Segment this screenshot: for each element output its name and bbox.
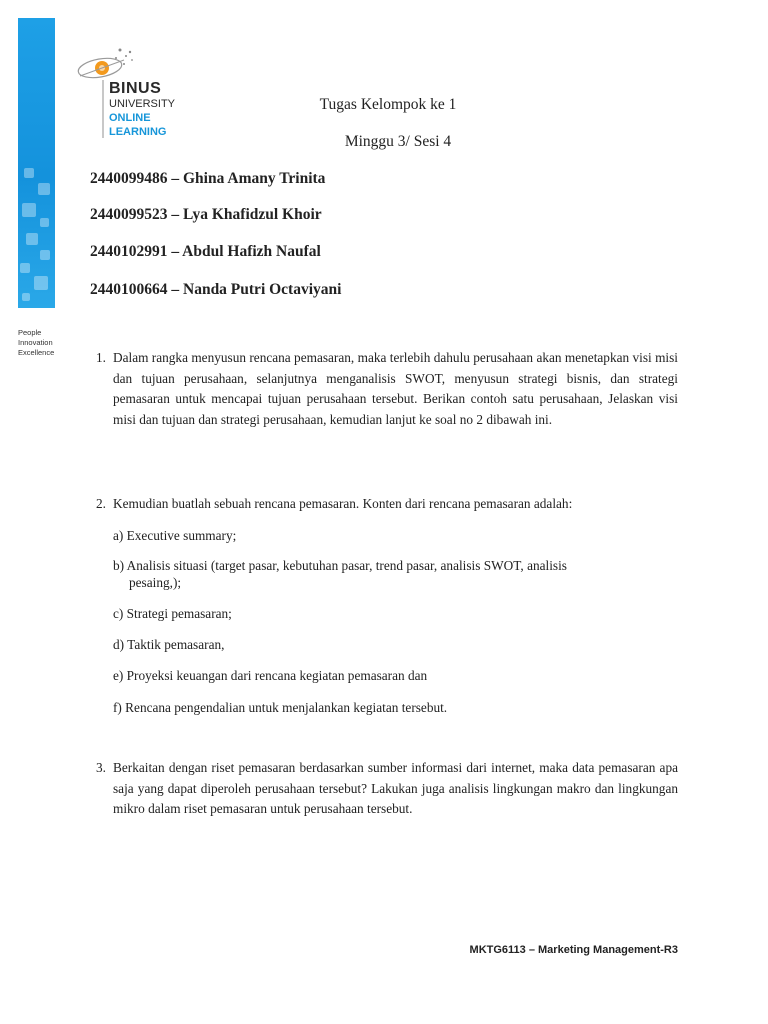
plan-item-text: a) Executive summary;: [113, 528, 237, 543]
plan-item: [113, 667, 673, 684]
member-name: Abdul Hafizh Naufal: [182, 243, 321, 260]
member-row: [90, 281, 341, 299]
question-item: [96, 758, 678, 820]
band-tile: [34, 276, 48, 290]
member-nim: 2440100664: [90, 281, 168, 298]
logo-line-learning: LEARNING: [109, 126, 167, 138]
tagline-line: Excellence: [18, 348, 55, 357]
member-separator: –: [171, 281, 180, 298]
band-tile: [24, 168, 34, 178]
logo-line-binus: BINUS: [109, 80, 162, 97]
side-tagline: [18, 328, 54, 358]
plan-item-text: b) Analisis situasi (target pasar, kebutuhan pasar, trend pasar, analisis SWOT, analisis: [113, 558, 567, 573]
session-title: [0, 133, 768, 151]
logo-line-online: ONLINE: [109, 112, 151, 124]
plan-item-continuation: pesaing,);: [129, 575, 182, 590]
band-tile: [38, 183, 50, 195]
question-number: 2.: [96, 496, 106, 511]
member-separator: –: [171, 206, 180, 223]
member-name: Ghina Amany Trinita: [183, 170, 326, 187]
member-separator: –: [171, 170, 180, 187]
session-title-text: Minggu 3/ Sesi 4: [344, 133, 452, 150]
member-nim: 2440102991: [90, 243, 168, 260]
question-number: 3.: [96, 760, 106, 775]
plan-item: [113, 557, 673, 591]
question-item: [96, 494, 678, 515]
member-name: Nanda Putri Octaviyani: [183, 281, 342, 298]
member-nim: 2440099523: [90, 206, 168, 223]
band-tile: [26, 233, 38, 245]
tagline-line: People: [18, 328, 42, 337]
question-text: Berkaitan dengan riset pemasaran berdasarkan sumber informasi dari internet, maka data pemasaran apa saja yang dapat diperoleh perusahaan tersebut? Lakukan juga analisis lingkungan makro dan lingkungan mikro dalam riset pemasaran untuk perusahaan tersebut.: [113, 760, 678, 817]
question-text: Dalam rangka menyusun rencana pemasaran, maka terlebih dahulu perusahaan akan menetapkan visi misi dan tujuan perusahaan, selanjutnya menganalisis SWOT, menyusun strategi bisnis, dan strategi pemasaran untuk mencapai tujuan perusahaan tersebut. Berikan contoh satu perusahaan, Jelaskan visi misi dan tujuan dan strategi perusahaan, kemudian lanjut ke soal no 2 dibawah ini.: [113, 350, 678, 427]
band-tile: [22, 293, 30, 301]
member-nim: 2440099486: [90, 170, 168, 187]
question-text: Kemudian buatlah sebuah rencana pemasaran. Konten dari rencana pemasaran adalah:: [113, 496, 573, 511]
plan-item: [113, 527, 673, 544]
band-tile: [22, 203, 36, 217]
member-row: [90, 170, 325, 188]
plan-item-text: f) Rencana pengendalian untuk menjalankan kegiatan tersebut.: [113, 700, 448, 715]
plan-item: [113, 699, 673, 716]
tagline-line: Innovation: [18, 338, 53, 347]
plan-item: [113, 605, 673, 622]
band-tile: [40, 218, 49, 227]
question-number: 1.: [96, 350, 106, 365]
plan-item: [113, 636, 673, 653]
assignment-title: [0, 96, 768, 114]
plan-item-text: c) Strategi pemasaran;: [113, 606, 232, 621]
assignment-title-text: Tugas Kelompok ke 1: [319, 96, 457, 113]
member-name: Lya Khafidzul Khoir: [183, 206, 322, 223]
side-decoration-band: [18, 18, 55, 308]
member-separator: –: [171, 243, 180, 260]
plan-item-text: d) Taktik pemasaran,: [113, 637, 225, 652]
course-footer: MKTG6113 – Marketing Management-R3: [469, 944, 678, 956]
member-row: [90, 243, 321, 261]
member-row: [90, 206, 322, 224]
band-tile: [40, 250, 50, 260]
question-item: [96, 348, 678, 430]
logo-line-university: UNIVERSITY: [109, 98, 176, 110]
band-tile: [20, 263, 30, 273]
plan-item-text: e) Proyeksi keuangan dari rencana kegiatan pemasaran dan: [113, 668, 428, 683]
